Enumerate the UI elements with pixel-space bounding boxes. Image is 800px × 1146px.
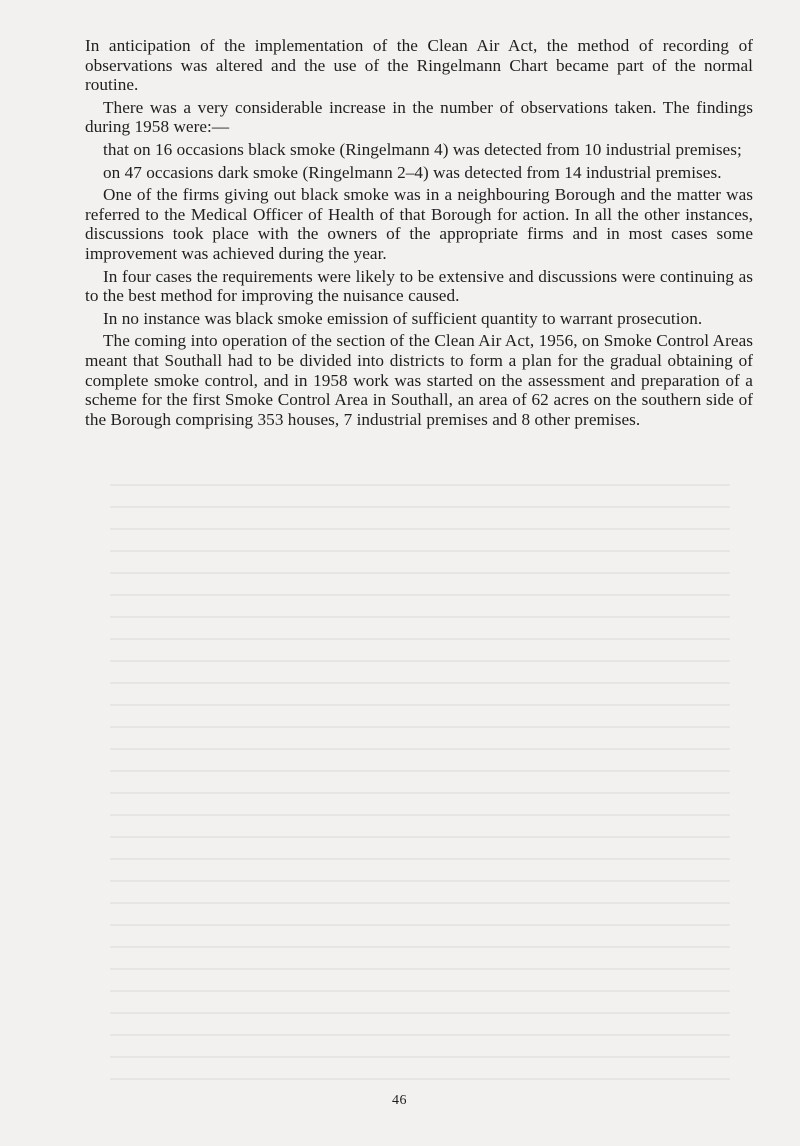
paragraph-observations-increase: There was a very considerable increase in the number of observations taken. The findings during 1958 were:— xyxy=(85,97,753,137)
finding-black-smoke: that on 16 occasions black smoke (Ringelmann 4) was detected from 10 industrial premises; xyxy=(103,139,742,159)
body-text xyxy=(85,36,753,432)
paragraph-neighbouring-borough: One of the firms giving out black smoke was in a neighbouring Borough and the matter was referred to the Medical Officer of Health of that Borough for action. In all the other instances, discussions took place with the owners of the appropriate firms and in most cases some improvement was achieved during the year. xyxy=(85,185,753,263)
paragraph-clean-air-anticipation: In anticipation of the implementation of the Clean Air Act, the method of recording of observations was altered and the use of the Ringelmann Chart became part of the normal routine. xyxy=(85,36,753,95)
paragraph-no-prosecution: In no instance was black smoke emission of sufficient quantity to warrant prosecution. xyxy=(103,308,703,328)
paragraph-four-cases: In four cases the requirements were likely to be extensive and discussions were continuing as to the best method for improving the nuisance caused. xyxy=(85,266,753,306)
reverse-side-bleed-through xyxy=(110,470,730,1090)
paragraph-smoke-control-areas: The coming into operation of the section of the Clean Air Act, 1956, on Smoke Control Areas meant that Southall had to be divided into districts to form a plan for the gradual obtaining of complete smoke control, and in 1958 work was started on the assessment and preparation of a scheme for the first Smoke Control Area in Southall, an area of 62 acres on the southern side of the Borough comprising 353 houses, 7 industrial premises and 8 other premises. xyxy=(85,331,753,429)
page-number: 46 xyxy=(392,1093,407,1108)
finding-dark-smoke: on 47 occasions dark smoke (Ringelmann 2–4) was detected from 14 industrial premises. xyxy=(103,162,722,182)
